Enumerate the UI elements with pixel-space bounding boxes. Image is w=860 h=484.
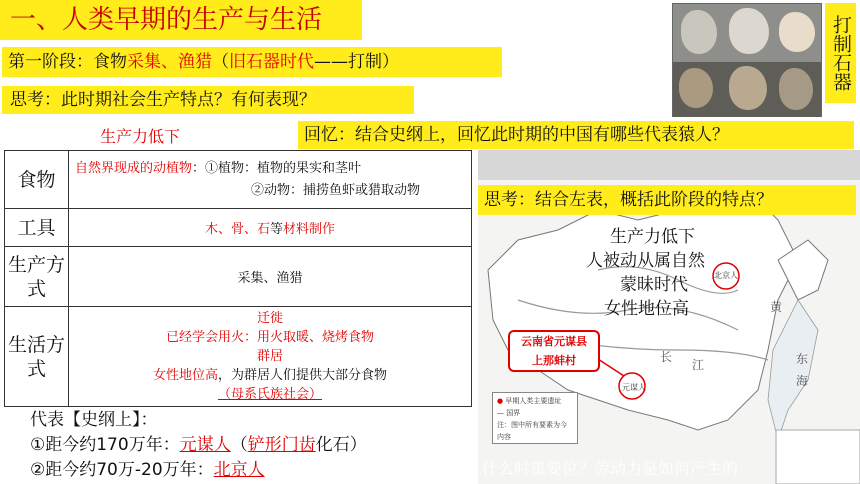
rep2-prefix: ②距今约70万-20万年： [30, 460, 214, 480]
tools-red-part: 木、骨、石 [204, 222, 270, 237]
rep1-open: （ [230, 435, 248, 455]
stone-image [681, 10, 717, 54]
life-line2: 已经学会用火：用火取暖、烧烤食物 [165, 330, 374, 345]
stone-image [779, 12, 815, 52]
stage-dash: —— [314, 52, 348, 72]
life-line4-rest: ，为群居人们提供大部分食物 [218, 368, 388, 383]
stone-image [779, 68, 813, 110]
rep1-red: 元谋人 [179, 435, 231, 455]
bottom-caption: 什么时重要位？劳动力是如何产生的 [482, 459, 739, 478]
page-title: 一、人类早期的生产与生活 [0, 0, 362, 40]
table-header-life: 生活方式 [5, 307, 69, 407]
map-sea-hai: 海 [796, 374, 809, 388]
legend-note: 注：图中所有要素为今内容 [497, 421, 567, 441]
map-river-chang: 长 [660, 350, 673, 364]
stage-highlight-paleolithic: 旧石器时代 [229, 52, 314, 72]
summary-line: 人被动从属自然 [586, 251, 705, 271]
productivity-low-label: 生产力低下 [100, 127, 181, 146]
representatives-label: 代表【史纲上】： [30, 410, 158, 430]
stage-prefix: 第一阶段：食物 [8, 52, 127, 72]
life-line1: 迁徙 [256, 311, 283, 326]
stone-image [729, 8, 769, 54]
table-row-production [5, 247, 472, 307]
food-line2: ②动物：捕捞鱼虾或猎取动物 [251, 182, 421, 198]
map-label-beijing: 北京人 [714, 271, 738, 280]
table-cell-production: 采集、渔猎 [69, 247, 472, 307]
food-red-part: 自然界现成的动植物 [75, 160, 193, 176]
map-river-jiang: 江 [692, 358, 705, 372]
think-question-1: 思考：此时期社会生产特点？有何表现？ [2, 86, 414, 114]
table-header-tools: 工具 [5, 209, 69, 247]
rep1-rest: 化石） [315, 435, 367, 455]
table-header-production: 生产方式 [5, 247, 69, 307]
stone-image [729, 66, 767, 110]
map-legend [492, 392, 578, 444]
rep1-prefix: ①距今约170万年： [30, 435, 180, 455]
tools-mid: 等 [269, 222, 283, 237]
stone-image [679, 68, 713, 108]
rep2-red: 北京人 [213, 460, 265, 480]
life-table [4, 150, 472, 407]
yuanmou-box-line1: 云南省元谋县 [521, 335, 587, 348]
summary-line: 生产力低下 [610, 227, 695, 247]
stone-tools-label: 打制石器 [825, 3, 856, 103]
table-row-life [5, 307, 472, 407]
tools-red-part2: 材料制作 [283, 222, 336, 237]
rep1-red2: 铲形门齿 [247, 435, 316, 455]
table-cell-life [69, 307, 472, 407]
representative-item-1 [30, 430, 367, 455]
life-line5: （母系氏族社会） [217, 387, 322, 402]
table-cell-food [69, 151, 472, 209]
representative-item-2 [30, 455, 265, 480]
map-label-yuanmou: 元谋人 [622, 383, 646, 392]
yuanmou-box-line2: 上那蚌村 [532, 354, 576, 367]
stage-line [2, 47, 502, 77]
recall-question: 回忆：结合史纲上，回忆此时期的中国有哪些代表猿人？ [298, 121, 854, 149]
yuanmou-location-box [508, 330, 600, 372]
legend-item-border: — 国界 [497, 409, 521, 417]
table-row-food [5, 151, 472, 209]
summary-line: 女性地位高 [604, 299, 689, 319]
table-header-food: 食物 [5, 151, 69, 209]
life-line4-red: 女性地位高 [152, 368, 218, 383]
life-line4 [69, 366, 471, 385]
stone-tools-photo [672, 3, 822, 117]
stage-suffix: 打制） [348, 52, 399, 72]
food-line1: ：①植物：植物的果实和茎叶 [192, 160, 362, 176]
stage-paren-open: （ [212, 52, 229, 72]
summary-line: 蒙昧时代 [620, 275, 688, 295]
map-sea-huang: 黄 [770, 300, 783, 314]
map-sea-dong: 东 [796, 352, 809, 366]
table-cell-tools [69, 209, 472, 247]
think-question-2: 思考：结合左表，概括此阶段的特点？ [478, 185, 856, 215]
table-row-tools [5, 209, 472, 247]
stage-highlight-gathering: 采集、渔猎 [127, 52, 212, 72]
legend-item-sites: ● 早期人类主要遗址 [497, 397, 562, 405]
life-line3: 群居 [256, 349, 283, 364]
